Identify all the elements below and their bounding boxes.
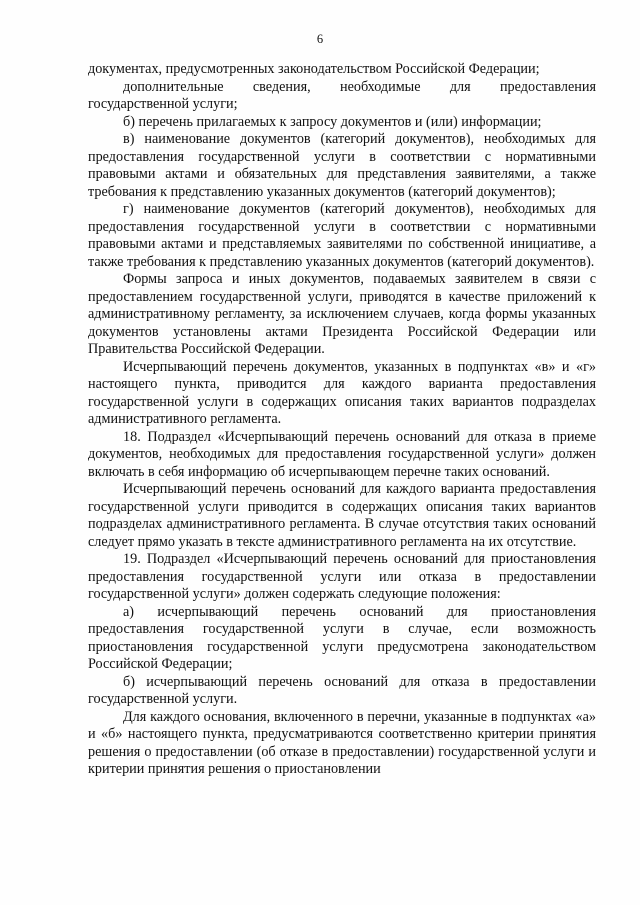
paragraph: б) исчерпывающий перечень оснований для отказа в предоставлении государственной услуги. (88, 673, 596, 707)
paragraph: документах, предусмотренных законодательством Российской Федерации; (88, 61, 540, 77)
paragraph: Формы запроса и иных документов, подаваемых заявителем в связи с предоставлением государственной услуги, приводятся в качестве приложений к административному регламенту, за исключением случаев, когда формы указанных документов установлены актами Президента Российской Федерации или Правительства Российской Федерации. (88, 271, 596, 357)
paragraph: Для каждого основания, включенного в перечни, указанные в подпунктах «а» и «б» настоящего пункта, предусматриваются соответственно критерии принятия решения о предоставлении (об отказе в предоставлении) государственной услуги и критерии принятия решения о приостановлении (88, 708, 596, 777)
paragraph: а) исчерпывающий перечень оснований для приостановления предоставления государственной услуги в случае, если возможность приостановления государственной услуги предусмотрена законодательством Российской Федерации; (88, 603, 596, 672)
paragraph: Исчерпывающий перечень оснований для каждого варианта предоставления государственной услуги приводится в содержащих описания таких вариантов подразделах административного регламента. В случае отсутствия таких оснований следует прямо указать в тексте административного регламента на их отсутствие. (88, 481, 596, 550)
page-number: 6 (316, 32, 324, 46)
paragraph: г) наименование документов (категорий документов), необходимых для предоставления государственной услуги в соответствии с нормативными правовыми актами и представляемых заявителями по собственной инициативе, а также требования к представлению указанных документов (категорий документов). (88, 201, 596, 270)
paragraph: 18. Подраздел «Исчерпывающий перечень оснований для отказа в приеме документов, необходимых для предоставления государственной услуги» должен включать в себя информацию об исчерпывающем перечне таких оснований. (88, 428, 596, 480)
paragraph: б) перечень прилагаемых к запросу документов и (или) информации; (123, 113, 542, 130)
document-body (88, 61, 596, 779)
paragraph: в) наименование документов (категорий документов), необходимых для предоставления государственной услуги в соответствии с нормативными правовыми актами и обязательных для представления заявителями, а также требования к представлению указанных документов (категорий документов); (88, 131, 596, 200)
paragraph: 19. Подраздел «Исчерпывающий перечень оснований для приостановления предоставления государственной услуги или отказа в предоставлении государственной услуги» должен содержать следующие положения: (88, 551, 596, 602)
paragraph: дополнительные сведения, необходимые для предоставления государственной услуги; (88, 78, 596, 112)
paragraph: Исчерпывающий перечень документов, указанных в подпунктах «в» и «г» настоящего пункта, приводится для каждого варианта предоставления государственной услуги в содержащих описания таких вариантов подразделах административного регламента. (88, 358, 596, 427)
